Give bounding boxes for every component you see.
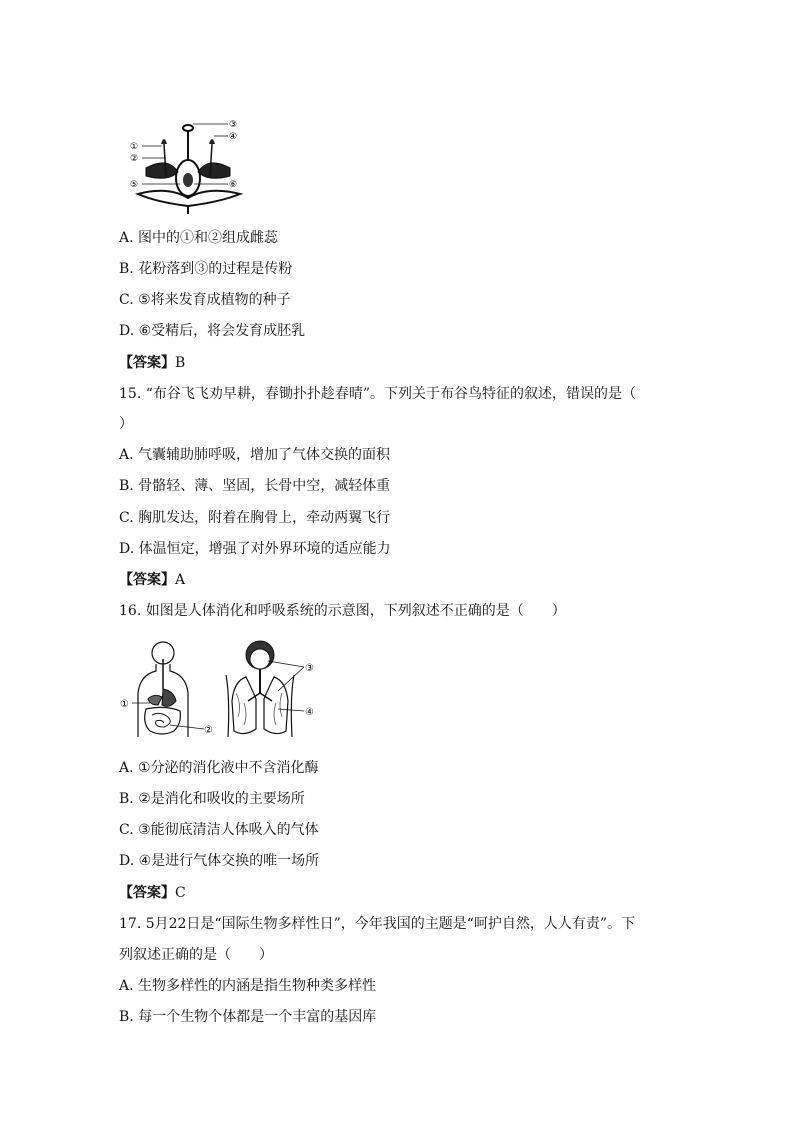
q14-option-d: D. ⑥受精后，将会发育成胚乳: [119, 323, 306, 339]
flower-label-1: ①: [130, 142, 139, 152]
q17-question-line1: 17. 5月22日是“国际生物多样性日”，今年我国的主题是“呵护自然，人人有责”。下: [119, 916, 636, 932]
body-label-1: ①: [120, 699, 129, 710]
flower-diagram: [128, 116, 248, 216]
q15-answer: [119, 570, 185, 590]
body-label-2: ②: [204, 725, 213, 736]
flower-label-4: ④: [229, 132, 238, 142]
q16-option-b: B. ②是消化和吸收的主要场所: [119, 791, 305, 807]
q15-option-a: A. 气囊辅助肺呼吸，增加了气体交换的面积: [119, 447, 391, 463]
answer-label: 【答案】: [119, 572, 175, 588]
q14-option-b: B. 花粉落到③的过程是传粉: [119, 261, 293, 277]
flower-label-3: ③: [229, 120, 238, 130]
q14-option-c: C. ⑤将来发育成植物的种子: [119, 292, 291, 308]
q14-option-a: A. 图中的①和②组成雌蕊: [119, 230, 279, 246]
flower-label-2: ②: [130, 154, 139, 164]
answer-label: 【答案】: [119, 355, 175, 371]
q15-option-b: B. 骨骼轻、薄、坚固，长骨中空，减轻体重: [119, 478, 391, 494]
q17-question-line2: 列叙述正确的是（ ）: [119, 947, 273, 963]
q15-option-c: C. 胸肌发达，附着在胸骨上，牵动两翼飞行: [119, 510, 391, 526]
q15-option-d: D. 体温恒定，增强了对外界环境的适应能力: [119, 541, 391, 557]
body-label-4: ④: [305, 707, 314, 718]
answer-value: A: [175, 572, 186, 588]
q14-answer: [119, 353, 185, 373]
body-label-3: ③: [305, 663, 314, 674]
q16-answer: [119, 883, 186, 903]
flower-label-5: ⑤: [130, 180, 139, 190]
q16-option-c: C. ③能彻底清洁人体吸入的气体: [119, 822, 319, 838]
digestive-respiratory-diagram: [118, 637, 324, 747]
q15-question-line1: 15. “布谷飞飞劝早耕，春锄扑扑趁春晴”。下列关于布谷鸟特征的叙述，错误的是（: [119, 386, 637, 402]
answer-value: B: [175, 355, 186, 371]
q17-option-a: A. 生物多样性的内涵是指生物种类多样性: [119, 978, 377, 994]
q17-option-b: B. 每一个生物个体都是一个丰富的基因库: [119, 1009, 377, 1025]
q16-option-a: A. ①分泌的消化液中不含消化酶: [119, 760, 319, 776]
q15-question-line2: ）: [119, 416, 133, 432]
answer-label: 【答案】: [119, 885, 175, 901]
q16-question: 16. 如图是人体消化和呼吸系统的示意图，下列叙述不正确的是（ ）: [119, 603, 566, 619]
answer-value: C: [175, 885, 186, 901]
flower-label-6: ⑥: [229, 180, 238, 190]
q16-option-d: D. ④是进行气体交换的唯一场所: [119, 853, 320, 869]
